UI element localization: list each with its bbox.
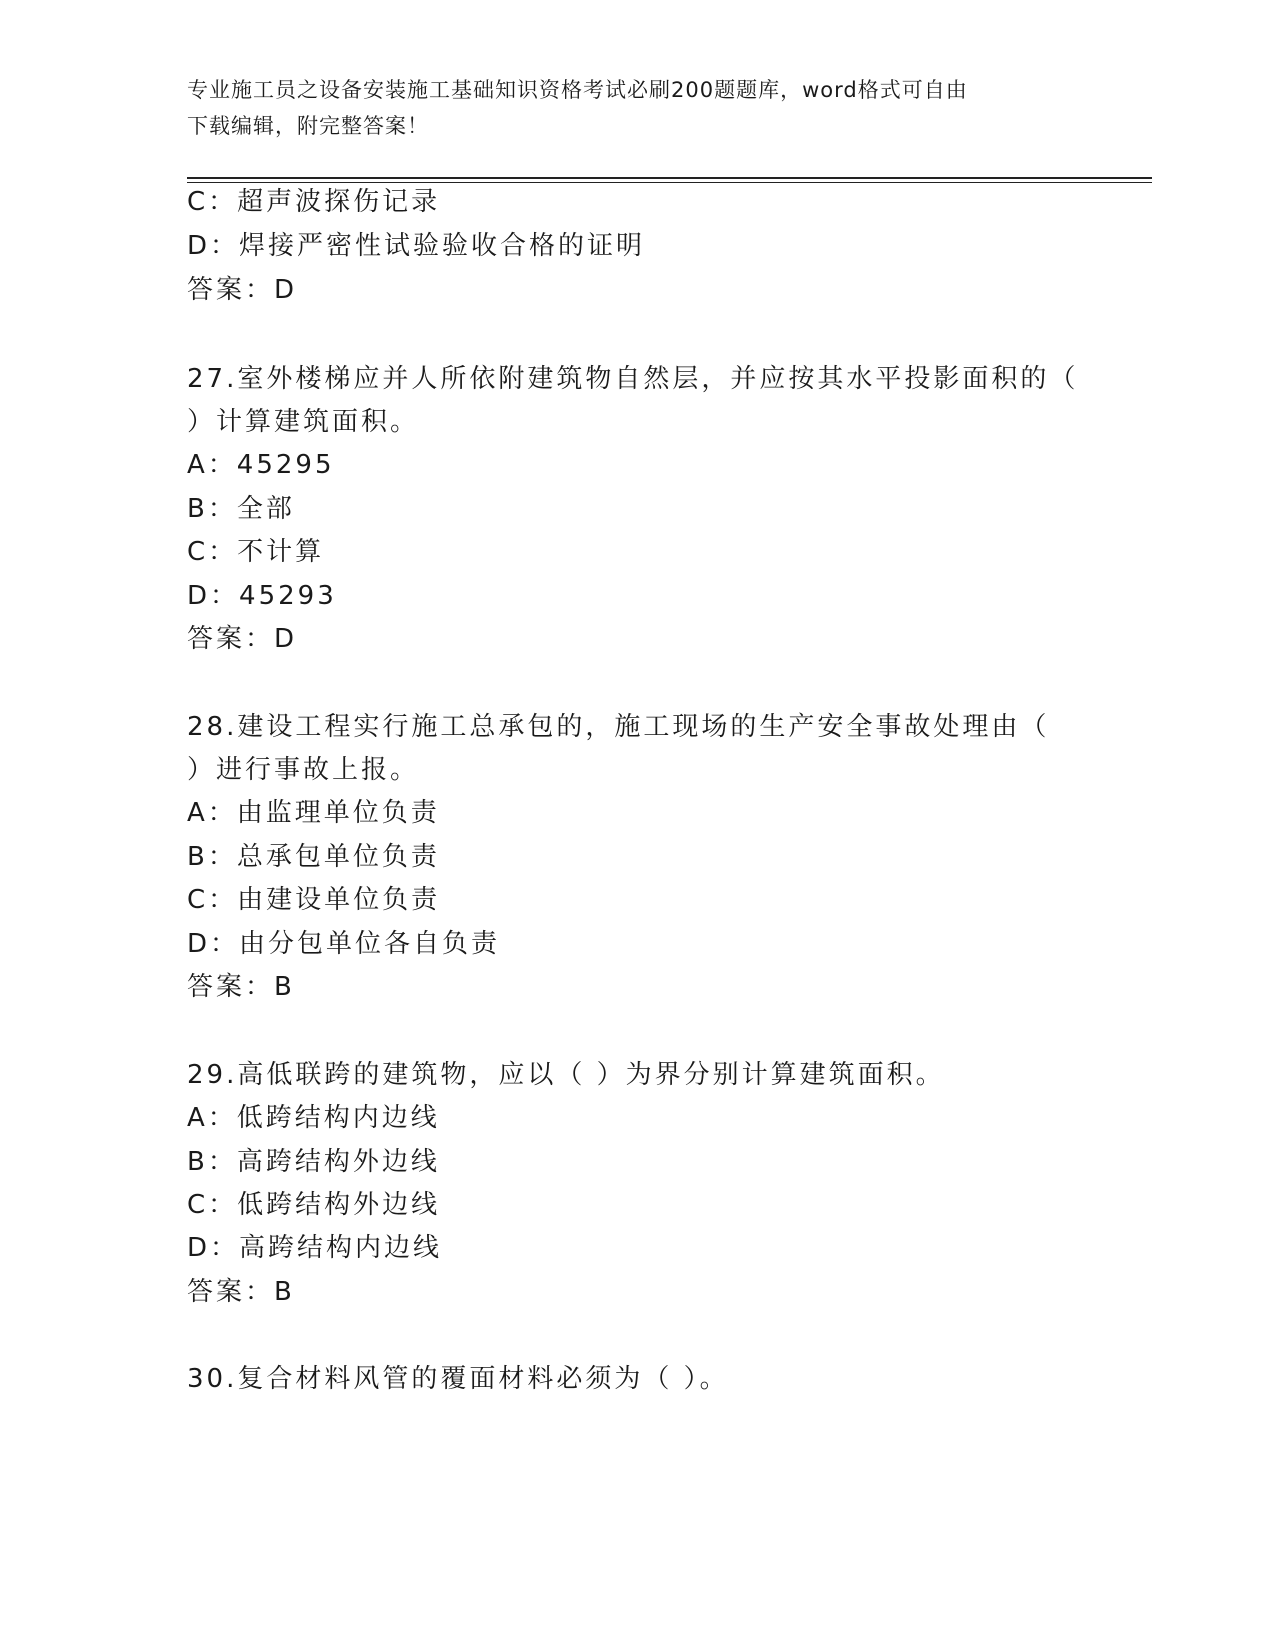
q28-option-d: D：由分包单位各自负责 bbox=[187, 929, 501, 959]
header-divider bbox=[187, 177, 1152, 179]
q27-stem-line-1: 27.室外楼梯应并人所依附建筑物自然层，并应按其水平投影面积的（ bbox=[187, 364, 1079, 394]
document-header bbox=[187, 72, 1087, 144]
q26-option-c: C：超声波探伤记录 bbox=[187, 187, 441, 217]
q29-option-a: A：低跨结构内边线 bbox=[187, 1103, 440, 1133]
q29-option-b: B：高跨结构外边线 bbox=[187, 1147, 440, 1177]
header-divider-thin bbox=[187, 182, 1152, 183]
q26-option-d: D：焊接严密性试验验收合格的证明 bbox=[187, 231, 646, 261]
q28-stem-line-2: ）进行事故上报。 bbox=[187, 755, 420, 785]
q27-option-d: D：45293 bbox=[187, 581, 337, 611]
q28-option-b: B：总承包单位负责 bbox=[187, 842, 440, 872]
q26-answer: 答案：D bbox=[187, 275, 298, 305]
header-line-1: 专业施工员之设备安装施工基础知识资格考试必刷200题题库，word格式可自由 bbox=[187, 78, 968, 102]
q28-option-a: A：由监理单位负责 bbox=[187, 798, 440, 828]
q29-stem-line-1: 29.高低联跨的建筑物，应以（ ）为界分别计算建筑面积。 bbox=[187, 1060, 945, 1090]
header-line-2: 下载编辑，附完整答案！ bbox=[187, 114, 429, 138]
q29-option-d: D：高跨结构内边线 bbox=[187, 1233, 443, 1263]
q30-stem-line-1: 30.复合材料风管的覆面材料必须为（ ）。 bbox=[187, 1364, 729, 1394]
q27-option-a: A：45295 bbox=[187, 450, 335, 480]
q27-option-b: B：全部 bbox=[187, 494, 295, 524]
q27-option-c: C：不计算 bbox=[187, 537, 325, 567]
q27-stem-line-2: ）计算建筑面积。 bbox=[187, 407, 420, 437]
q29-option-c: C：低跨结构外边线 bbox=[187, 1190, 441, 1220]
q28-option-c: C：由建设单位负责 bbox=[187, 885, 441, 915]
q28-answer: 答案：B bbox=[187, 972, 295, 1002]
q28-stem-line-1: 28.建设工程实行施工总承包的，施工现场的生产安全事故处理由（ bbox=[187, 712, 1050, 742]
q29-answer: 答案：B bbox=[187, 1277, 295, 1307]
q27-answer: 答案：D bbox=[187, 624, 298, 654]
